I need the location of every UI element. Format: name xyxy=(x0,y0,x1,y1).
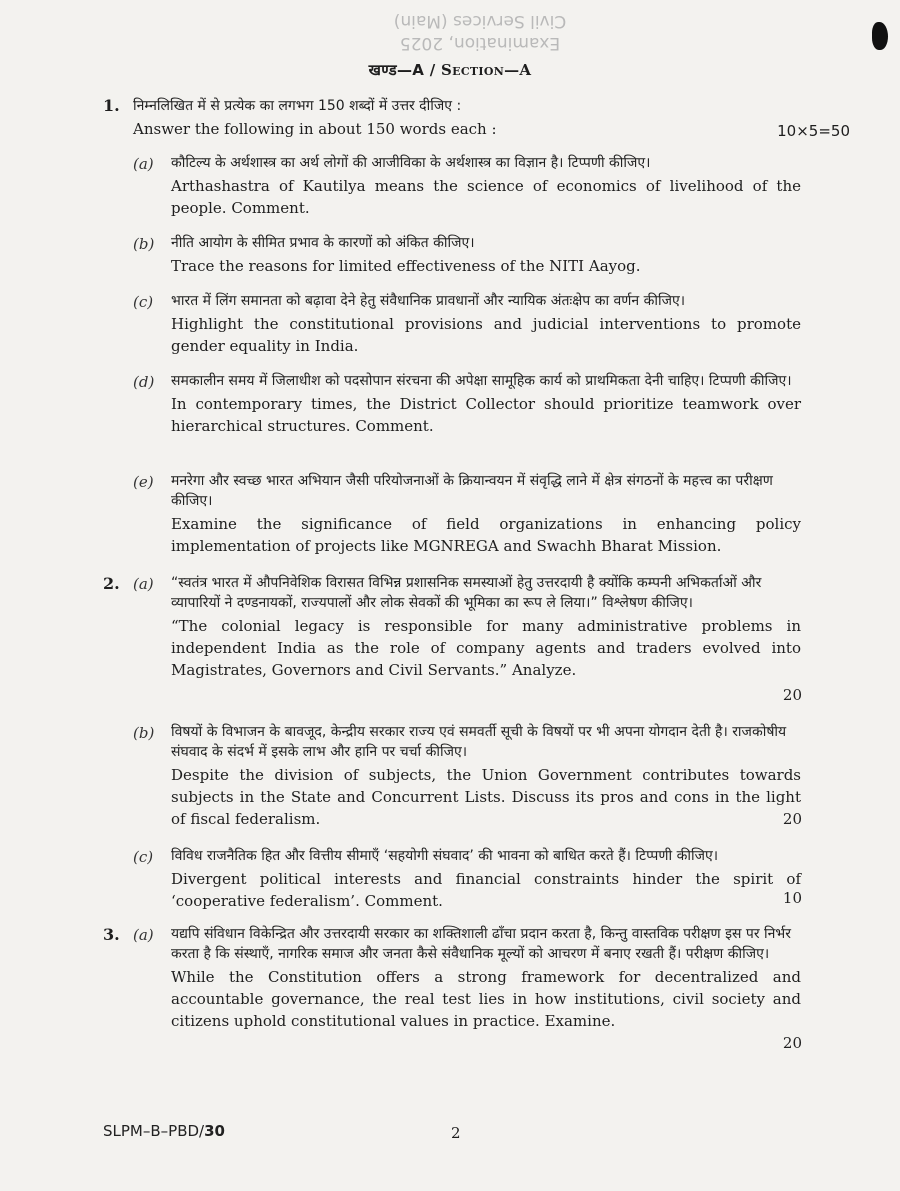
q3a-block xyxy=(171,924,801,1032)
q1e-hindi: मनरेगा और स्वच्छ भारत अभियान जैसी परियोजनाओं के क्रियान्वयन में संवृद्धि लाने में क्षेत्र संगठनों के महत्त्व का परीक्षण कीजिए। xyxy=(171,473,773,509)
q1d-hindi: समकालीन समय में जिलाधीश को पदसोपान संरचना की अपेक्षा सामूहिक कार्य को प्राथमिकता देनी चाहिए। टिप्पणी कीजिए। xyxy=(171,373,792,389)
q2a-hindi: “स्वतंत्र भारत में औपनिवेशिक विरासत विभिन्न प्रशासनिक समस्याओं हेतु उत्तरदायी है क्योंकि कम्पनी अभिकर्ताओं और व्यापारियों ने दण्डनायकों, राज्यपालों और लोक सेवकों की भूमिका का रूप ले लिया।” विश्लेषण कीजिए। xyxy=(171,575,762,611)
q3a-english: While the Constitution offers a strong framework for decentralized and accountable governance, the real test lies in how institutions, civil society and citizens uphold constitutional values in practice. Examine. xyxy=(171,968,801,1030)
section-heading: खण्ड—A / Section—A xyxy=(368,61,532,79)
q1d-block xyxy=(171,371,801,437)
q2b-english: Despite the division of subjects, the Union Government contributes towards subjects in the State and Concurrent Lists. Discuss its pros and cons in the light of fiscal federalism. xyxy=(171,766,801,828)
section-heading-english: Section—A xyxy=(441,61,532,79)
q1-part-label: (b) xyxy=(133,235,155,253)
q2c-block xyxy=(171,846,801,912)
q1-part-label: (c) xyxy=(133,293,154,311)
q1a-hindi: कौटिल्य के अर्थशास्त्र का अर्थ लोगों की आजीविका के अर्थशास्त्र का विज्ञान है। टिप्पणी कीजिए। xyxy=(171,155,651,171)
q2b-hindi: विषयों के विभाजन के बावजूद, केन्द्रीय सरकार राज्य एवं समवर्ती सूची के विषयों पर भी अपना योगदान देती है। राजकोषीय संघवाद के संदर्भ में इसके लाभ और हानि पर चर्चा कीजिए। xyxy=(171,724,787,760)
q2-part-label: (b) xyxy=(133,724,155,742)
q2c-english: Divergent political interests and financial constraints hinder the spirit of ‘cooperative federalism’. Comment. xyxy=(171,870,801,910)
paper-code: SLPM–B–PBD/30 xyxy=(103,1122,225,1140)
q1a-english: Arthashastra of Kautilya means the science of economics of livelihood of the people. Comment. xyxy=(171,177,801,217)
q3-part-label: (a) xyxy=(133,926,154,944)
q2b-block xyxy=(171,722,801,830)
question-number-3: 3. xyxy=(103,925,120,944)
q3a-hindi: यद्यपि संविधान विकेन्द्रित और उत्तरदायी सरकार का शक्तिशाली ढाँचा प्रदान करता है, किन्तु वास्तविक परीक्षण इस पर निर्भर करता है कि संस्थाएँ, नागरिक समाज और जनता कैसे संवैधानिक मूल्यों को आचरण में बनाए रखती हैं। परीक्षण कीजिए। xyxy=(171,926,791,962)
q1b-english: Trace the reasons for limited effectiveness of the NITI Aayog. xyxy=(171,257,641,275)
page-number: 2 xyxy=(451,1124,461,1142)
q2a-marks: 20 xyxy=(782,686,802,704)
section-heading-hindi: खण्ड—A xyxy=(368,61,425,79)
q1e-block xyxy=(171,471,801,557)
q2b-marks: 20 xyxy=(782,810,802,828)
bleed-line-1: Civil Services (Main) xyxy=(393,11,567,31)
q1e-english: Examine the significance of field organizations in enhancing policy implementation of projects like MGNREGA and Swachh Bharat Mission. xyxy=(171,515,801,555)
q1c-block xyxy=(171,291,801,357)
q2-part-label: (a) xyxy=(133,575,154,593)
q2c-hindi: विविध राजनैतिक हित और वित्तीय सीमाएँ ‘सहयोगी संघवाद’ की भावना को बाधित करते हैं। टिप्पणी कीजिए। xyxy=(171,848,719,864)
q1c-english: Highlight the constitutional provisions and judicial interventions to promote gender equality in India. xyxy=(171,315,801,355)
question-number-2: 2. xyxy=(103,574,120,593)
q1b-block xyxy=(171,233,801,277)
q1-part-label: (e) xyxy=(133,473,154,491)
q1b-hindi: नीति आयोग के सीमित प्रभाव के कारणों को अंकित कीजिए। xyxy=(171,235,475,251)
q1d-english: In contemporary times, the District Collector should prioritize teamwork over hierarchical structures. Comment. xyxy=(171,395,801,435)
bleed-line-2: Examination, 2025 xyxy=(399,33,561,53)
ink-blot xyxy=(872,22,888,50)
q3a-marks: 20 xyxy=(782,1034,802,1052)
q1-marks: 10×5=50 xyxy=(777,122,850,140)
q1-part-label: (a) xyxy=(133,155,154,173)
q2a-block xyxy=(171,573,801,681)
paper-code-number: 30 xyxy=(204,1122,225,1140)
q2-part-label: (c) xyxy=(133,848,154,866)
question-number-1: 1. xyxy=(103,96,120,115)
q1-part-label: (d) xyxy=(133,373,155,391)
q1a-block xyxy=(171,153,801,219)
q2a-english: “The colonial legacy is responsible for many administrative problems in independent India as the role of company agents and traders evolved into Magistrates, Governors and Civil Servants.” Analyze. xyxy=(171,617,801,679)
q1-instruction-english: Answer the following in about 150 words each : xyxy=(133,120,497,138)
q1-instruction-hindi: निम्नलिखित में से प्रत्येक का लगभग 150 शब्दों में उत्तर दीजिए : xyxy=(133,98,462,114)
q2c-marks: 10 xyxy=(782,889,802,907)
q1c-hindi: भारत में लिंग समानता को बढ़ावा देने हेतु संवैधानिक प्रावधानों और न्यायिक अंतःक्षेप का वर्णन कीजिए। xyxy=(171,293,686,309)
